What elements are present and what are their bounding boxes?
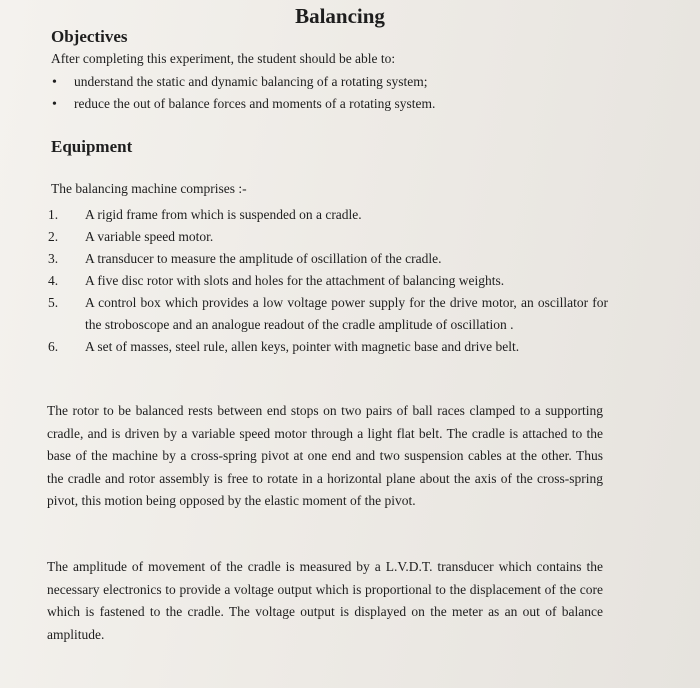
objectives-heading: Objectives <box>51 27 128 46</box>
item-text: A set of masses, steel rule, allen keys, pointer with magnetic base and drive belt. <box>85 339 520 354</box>
item-number: 6. <box>48 339 59 354</box>
item-number: 3. <box>48 251 59 266</box>
objectives-list <box>52 73 435 117</box>
equipment-heading: Equipment <box>51 137 133 156</box>
list-item <box>48 270 608 292</box>
item-number: 2. <box>48 229 59 244</box>
description-paragraph: The amplitude of movement of the cradle is measured by a L.V.D.T. transducer which contains the necessary electronics to provide a voltage output which is proportional to the displacement of the core which is fastened to the cradle. The voltage output is displayed on the meter as an out of balance amplitude. <box>47 559 603 642</box>
item-text: A rigid frame from which is suspended on a cradle. <box>85 207 362 222</box>
list-item <box>48 336 608 358</box>
bullet-icon: • <box>52 97 57 112</box>
list-item <box>48 204 608 226</box>
item-text: A control box which provides a low voltage power supply for the drive motor, an oscillator for the stroboscope and an analogue readout of the cradle amplitude of oscillation . <box>85 295 608 332</box>
bullet-text: understand the static and dynamic balancing of a rotating system; <box>74 74 428 89</box>
bullet-text: reduce the out of balance forces and moments of a rotating system. <box>74 96 436 111</box>
item-number: 1. <box>48 207 59 222</box>
list-item <box>52 95 435 117</box>
objectives-intro: After completing this experiment, the student should be able to: <box>51 51 396 66</box>
list-item <box>52 73 435 95</box>
item-text: A five disc rotor with slots and holes for the attachment of balancing weights. <box>85 273 505 288</box>
item-number: 4. <box>48 273 59 288</box>
page-title: Balancing <box>295 4 385 28</box>
list-item <box>48 248 608 270</box>
bullet-icon: • <box>52 75 57 90</box>
item-text: A transducer to measure the amplitude of oscillation of the cradle. <box>85 251 442 266</box>
item-number: 5. <box>48 295 59 310</box>
list-item <box>48 226 608 248</box>
equipment-list <box>48 204 608 358</box>
equipment-lead: The balancing machine comprises :- <box>51 181 247 196</box>
item-text: A variable speed motor. <box>85 229 214 244</box>
description-paragraph: The rotor to be balanced rests between end stops on two pairs of ball races clamped to a supporting cradle, and is driven by a variable speed motor through a light flat belt. The cradle is attached to the base of the machine by a cross-spring pivot at one end and two suspension cables at the other. Thus the cradle and rotor assembly is free to rotate in a horizontal plane about the axis of the cross-spring pivot, this motion being opposed by the elastic moment of the pivot. <box>47 403 603 509</box>
list-item <box>48 292 608 336</box>
